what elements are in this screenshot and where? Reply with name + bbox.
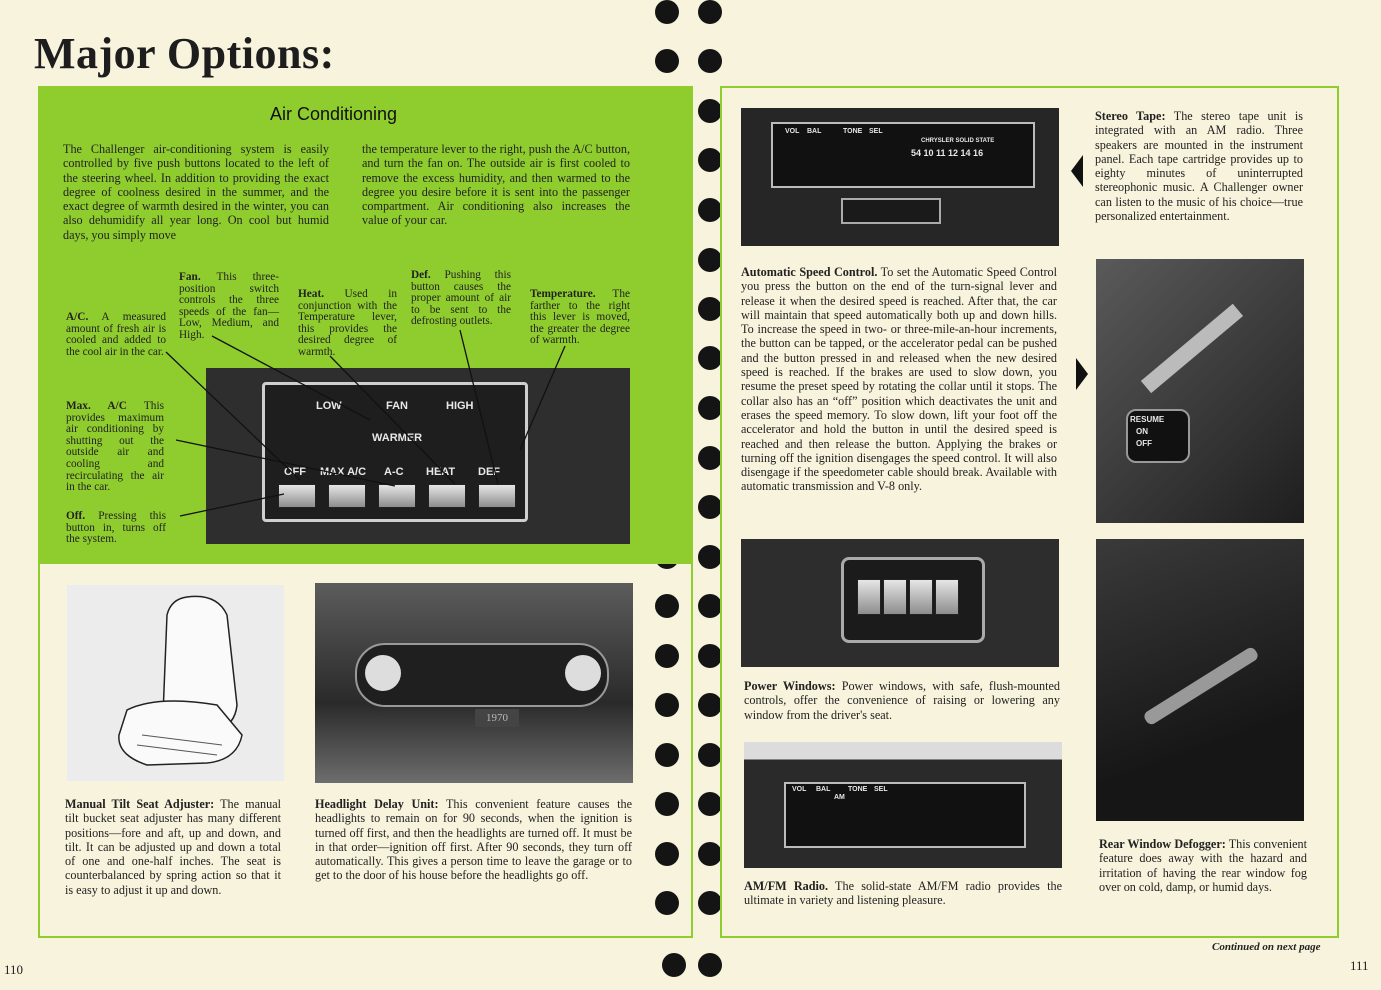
speed-control-photo: RESUME ON OFF [1096,259,1304,523]
stereo-tape-photo: VOL BAL TONE SEL CHRYSLER SOLID STATE 54 10 11 12 14 16 [741,108,1059,246]
seat-illustration [67,585,284,781]
callout-fan: Fan. This three-position switch controls the three speeds of the fan—Low, Medium, and High. [179,271,279,341]
ac-body-col1: The Challenger air-conditioning system is easily controlled by five push buttons located to the left of the steering wheel. In addition to providing the exact degree of coolness desired in the summer, and the exact degree of warmth desired in the winter, you can also dehumidify all year long. On cool but humid days, you simply move [63,142,329,242]
page-number-right: 111 [1350,958,1369,973]
defogger-description: Rear Window Defogger: This convenient feature does away with the hazard and irritation of having the rear window fog over on cold, damp, or humid days. [1099,837,1307,894]
panel-off: OFF [284,466,306,478]
panel-low: LOW [316,400,342,412]
panel-def: DEF [478,466,500,478]
power-windows-description: Power Windows: Power windows, with safe, flush-mounted controls, offer the convenience of raising or lowering any window from the driver's seat. [744,679,1061,722]
air-conditioning-heading: Air Conditioning [270,104,398,124]
am-fm-radio-description: AM/FM Radio. The solid-state AM/FM radio provides the ultimate in variety and listening pleasure. [744,879,1062,908]
page-number-left: 110 [4,962,24,977]
callout-lines [0,0,691,564]
speed-control-description: Automatic Speed Control. To set the Automatic Speed Control you press the button on the end of the turn-signal lever and release it when the desired speed is reached. After that, the car will maintain that speed automatically both up and down hills. To increase the speed in two- or three-mile-an-hour increments, the button can be tapped, or the accelerator pedal can be pushed and the button pressed in and released when the new desired speed is reached. If the brakes are used to slow down, you resume the preset speed by rotating the collar until it stops. The collar also has an “off” position which deactivates the unit and erases the speed memory. To slow down, lift your foot off the accelerator and hold the button in until the desired speed is reached and then release the button. Applying the brakes or turning off the ignition disengages the speed control. It will also disengage if the speedometer cable should break. Available with automatic transmission and V-8 only. [741,265,1057,494]
callout-heat: Heat. Used in conjunction with the Temperature lever, this provides the desired degree of warmth. [298,288,397,358]
callout-max-ac: Max. A/C This provides maximum air conditioning by shutting out the outside air and cooling and recirculating the air in the car. [66,400,164,494]
callout-def: Def. Pushing this button causes the proper amount of air to be sent to the defrosting outlets. [411,269,511,328]
panel-fan: FAN [386,400,408,412]
callout-off: Off. Pressing this button in, turns off the system. [66,510,166,546]
seat-description: Manual Tilt Seat Adjuster: The manual tilt bucket seat adjuster has many different positions—fore and aft, up and down, and tilt. It can be adjusted up and down a total of one and one-half inches. The seat is counterbalanced by spring action so that it is easy to adjust it up and down. [65,797,281,897]
defogger-photo [1096,539,1304,821]
panel-high: HIGH [446,400,474,412]
headlight-description: Headlight Delay Unit: This convenient feature causes the headlights to remain on for 90 seconds, when the ignition is turned off first, and then the headlights are turned off. It must be in that order—ignition off first. After 90 seconds, they turn off automatically. This gives a person time to leave the garage or to get to the door of his house before the headlights go off. [315,797,632,883]
panel-heat: HEAT [426,466,456,478]
seat-drawing [67,585,284,781]
ac-body-col2: the temperature lever to the right, push the A/C button, and turn the fan on. The outside air is first cooled to remove the excess humidity, and then warmed to the degree you desire before it is sent into the passenger compartment. Air conditioning also increases the value of your car. [362,142,630,228]
license-plate: 1970 [475,709,519,727]
pointer-right-icon [1076,358,1088,390]
page-title: Major Options: [34,29,335,78]
am-fm-radio-photo: VOL BAL AM TONE SEL [744,742,1062,868]
pointer-left-icon [1071,155,1083,187]
headlight-photo [315,583,633,783]
continued-note: Continued on next page [1212,941,1321,953]
callout-ac: A/C. A measured amount of fresh air is cooled and added to the cool air in the car. [66,311,166,358]
stereo-description: Stereo Tape: The stereo tape unit is integrated with an AM radio. Three speakers are mounted in the instrument panel. Each tape cartridge provides up to eighty minutes of uninterrupted stereophonic music. A Challenger owner can listen to the music of his choice—true personalized entertainment. [1095,109,1304,224]
panel-warmer: WARMER [372,432,423,444]
callout-temperature: Temperature. The farther to the right this lever is moved, the greater the degree of warmth. [530,288,630,347]
panel-max-ac: MAX A/C [320,466,367,478]
power-windows-photo [741,539,1059,667]
panel-ac: A-C [384,466,404,478]
